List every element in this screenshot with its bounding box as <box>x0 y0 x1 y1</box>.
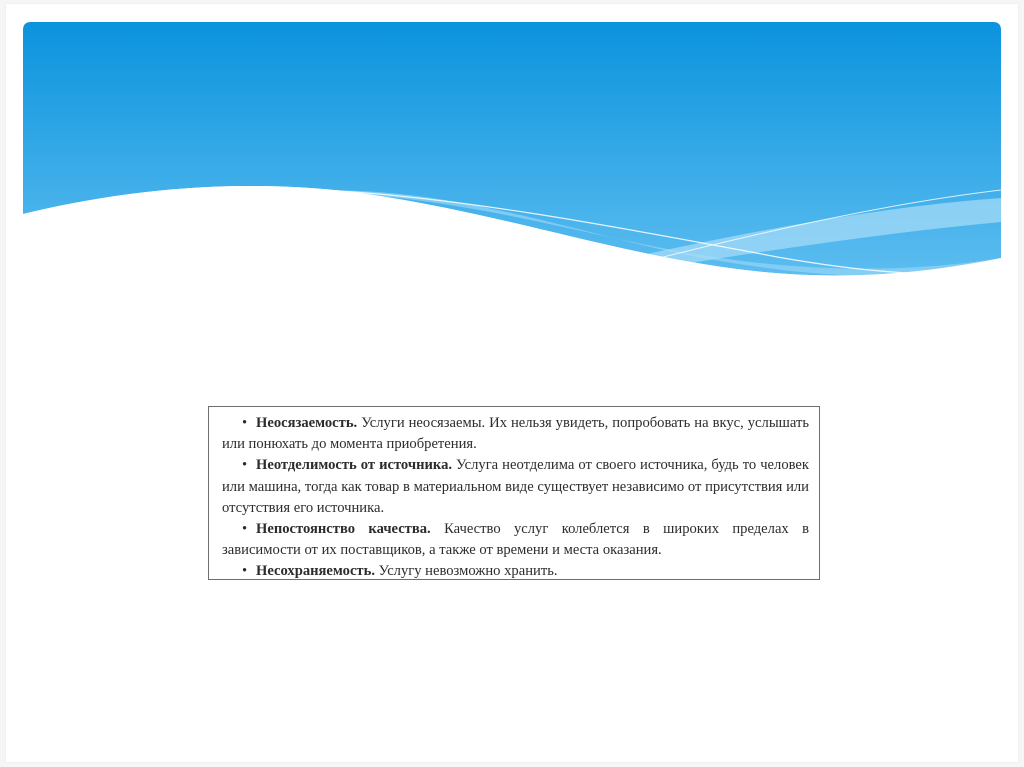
item-term: Несохраняемость. <box>256 563 375 580</box>
services-characteristics-box <box>208 406 820 580</box>
list-item <box>222 413 809 455</box>
item-term: Непостоянство качества. <box>256 521 431 538</box>
bullet-icon: • <box>242 563 248 580</box>
item-text: Услугу невозможно хранить. <box>374 563 558 580</box>
header-wave-banner <box>23 22 1001 284</box>
list-item <box>222 561 809 582</box>
bullet-icon: • <box>242 457 248 474</box>
list-item <box>222 455 809 519</box>
bullet-icon: • <box>242 521 248 538</box>
item-text: Услуги неосязаемы. Их нельзя увидеть, попробовать на вкус, услышать или понюхать до момента приобретения. <box>222 415 809 453</box>
list-item <box>222 519 809 561</box>
item-text: Качество услуг колеблется в широких пределах в зависимости от их поставщиков, а также от времени и места оказания. <box>222 521 809 559</box>
bullet-icon: • <box>242 415 248 431</box>
item-text: Услуга неотделима от своего источника, будь то человек или машина, тогда как товар в материальном виде существует независимо от присутствия или отсутствия его источника. <box>222 457 809 516</box>
item-term: Неотделимость от источника. <box>256 457 453 474</box>
item-term: Неосязаемость. <box>256 415 358 431</box>
